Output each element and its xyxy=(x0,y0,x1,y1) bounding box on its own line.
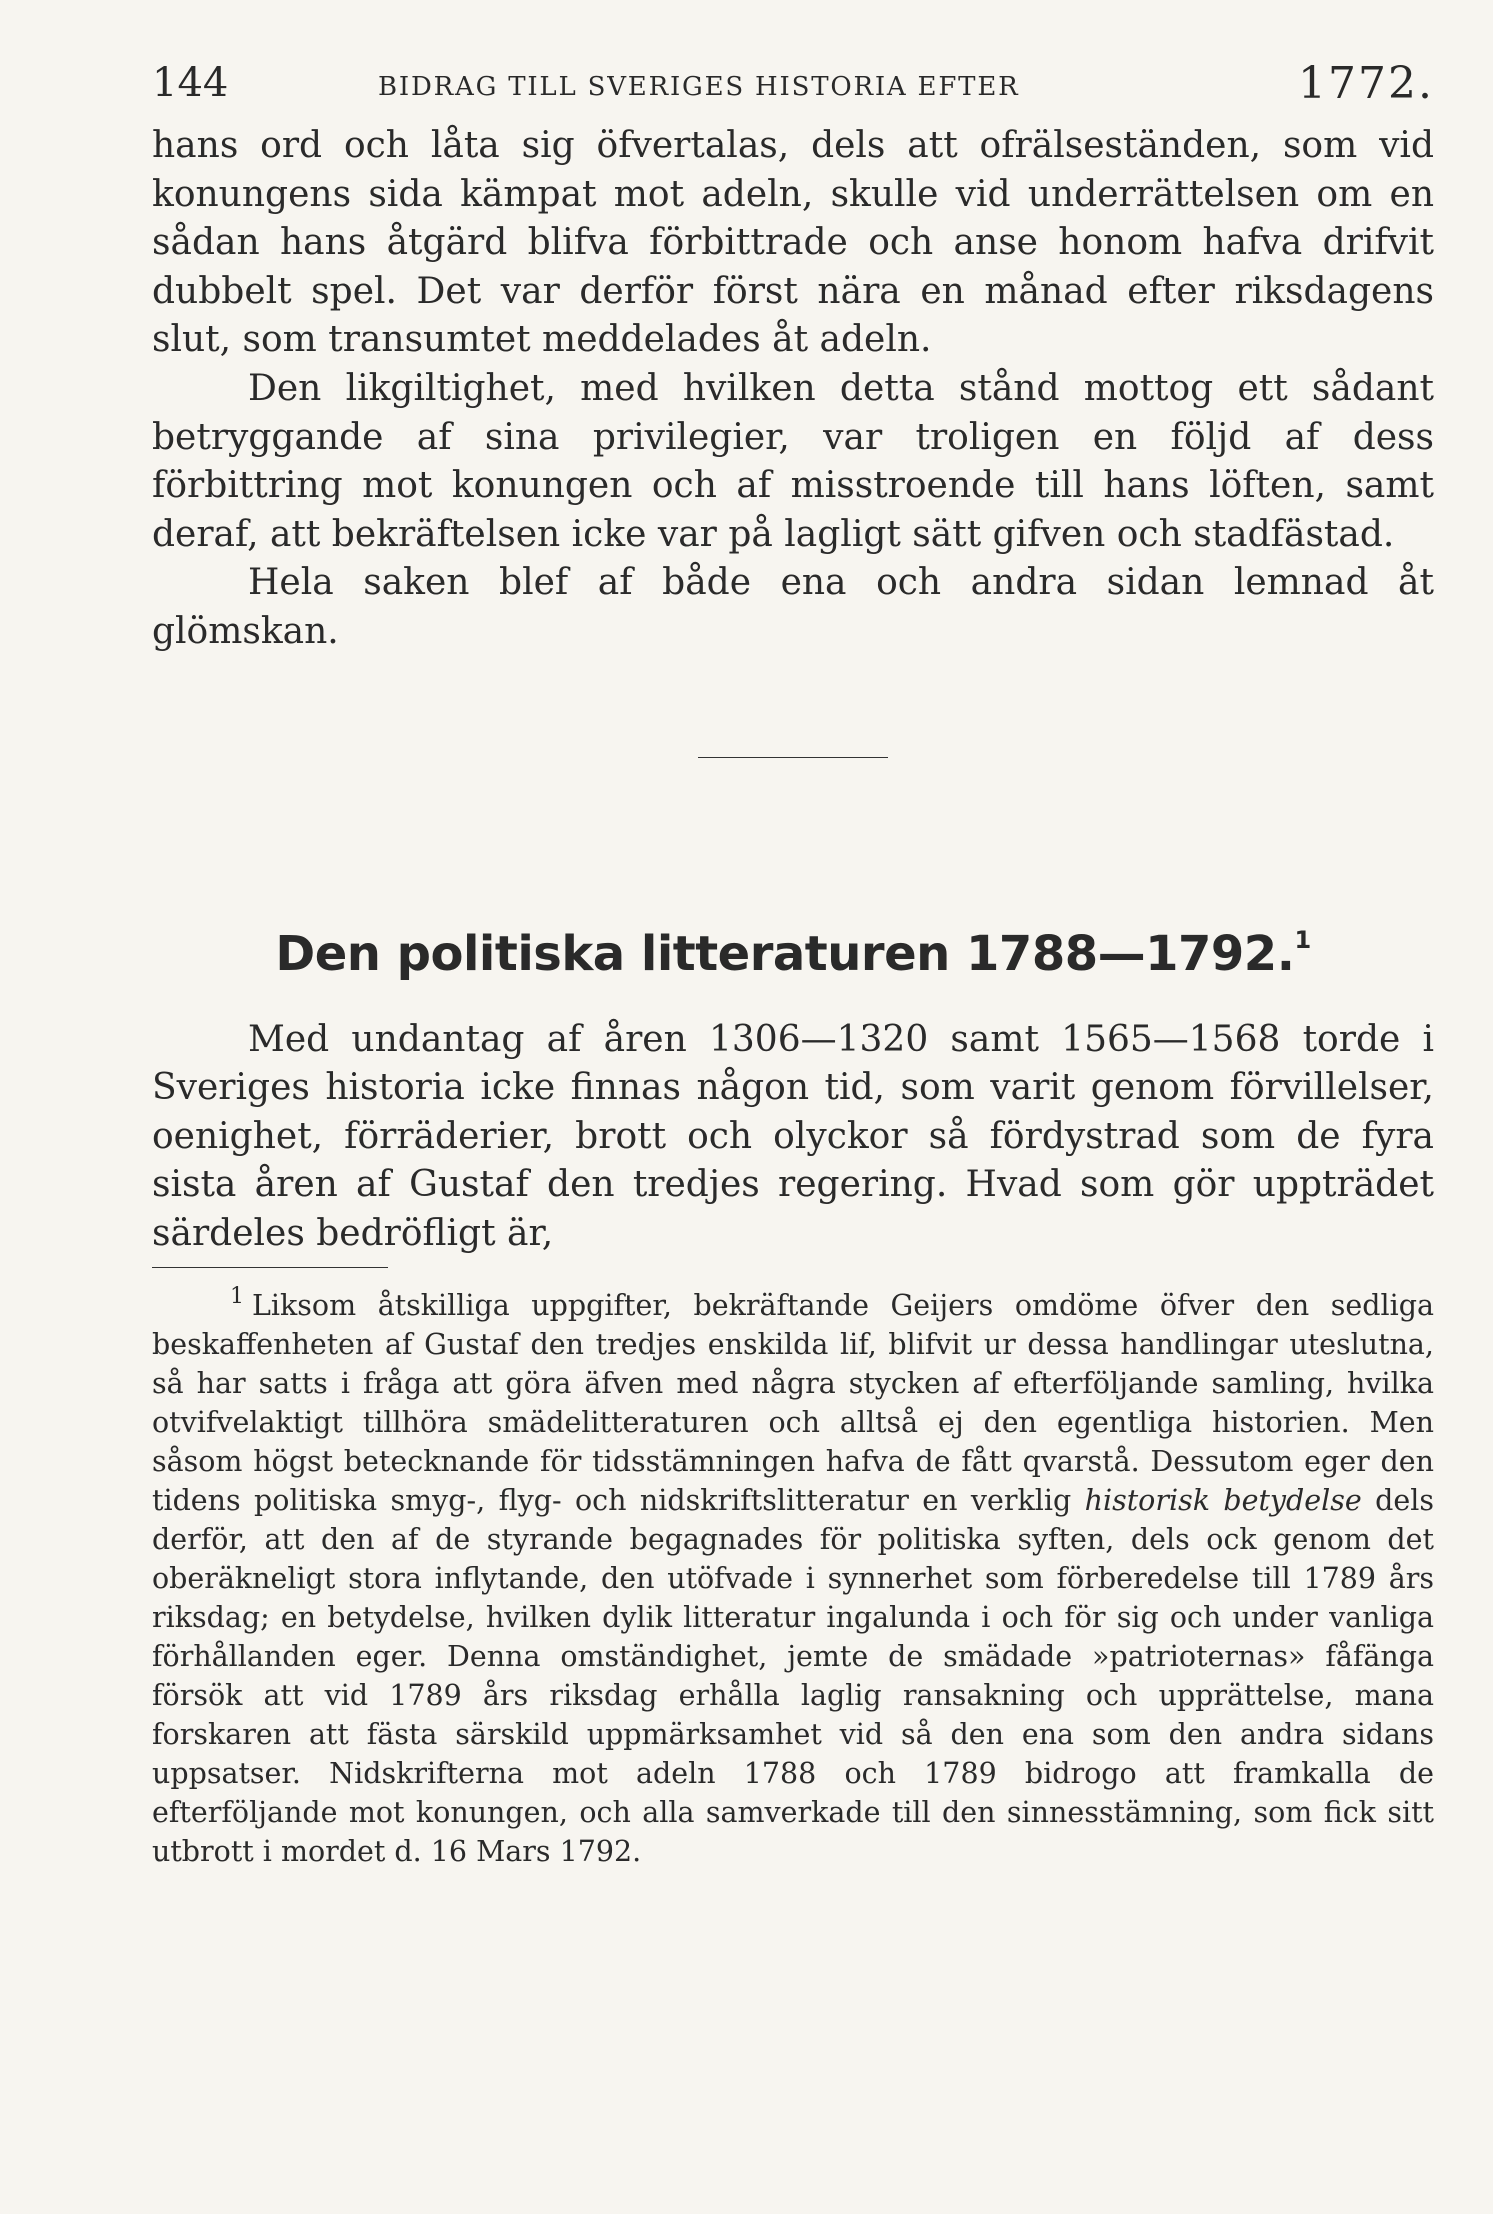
footnote-text-before: Liksom åtskilliga uppgifter, bekräftande Geijers omdöme öfver den sedliga beskaffenheten af Gustaf den tredjes enskilda lif, blifvit ur dessa handlingar uteslutna, så har satts i fråga att göra äfven med några stycken af efterföljande samling, hvilka otvifvelaktigt tillhöra smädelitteraturen och alltså ej den egentliga historien. Men såsom högst betecknande för tidsstämningen hafva de fått qvarstå. Dessutom eger den tidens politiska smyg-, flyg- och nidskriftslitteratur en verklig xyxy=(152,1288,1434,1517)
footnote-text-after: dels derför, att den af de styrande begagnades för politiska syften, dels ock genom det oberäkneligt stora inflytande, den utöfvade i synnerhet som förberedelse till 1789 års riksdag; en betydelse, hvilken dylik litteratur ingalunda i och för sig och under vanliga förhållanden eger. Denna omständighet, jemte de smädade »patrioternas» fåfänga försök att vid 1789 års riksdag erhålla laglig ransakning och upprättelse, mana forskaren att fästa särskild uppmärksamhet vid så den ena som den andra sidans uppsatser. Nidskrifterna mot adeln 1788 och 1789 bidrogo att framkalla de efterföljande mot konungen, och alla samverkade till den sinnesstämning, som fick sitt utbrott i mordet d. 16 Mars 1792. xyxy=(152,1483,1435,1868)
section-title-text: Den politiska litteraturen 1788—1792. xyxy=(275,925,1295,982)
footnote-reference: 1 xyxy=(1294,925,1311,954)
footnote-emphasis: historisk betydelse xyxy=(1084,1483,1362,1517)
paragraph: Den likgiltighet, med hvilken detta stånd mottog ett sådant betryggande af sina privilegier, var troligen en följd af dess förbittring mot konungen och af misstroende till hans löften, samt deraf, att bekräftelsen icke var på lagligt sätt gifven och stadfästad. xyxy=(152,367,1434,555)
section-paragraph: Med undantag af åren 1306—1320 samt 1565—1568 torde i Sveriges historia icke finnas någon tid, som varit genom förvillelser, oenighet, förräderier, brott och olyckor så fördystrad som de fyra sista åren af Gustaf den tredjes regering. Hvad som gör uppträdet särdeles bedröfligt är, xyxy=(152,1018,1434,1254)
paragraph-continued: hans ord och låta sig öfvertalas, dels att ofrälseständen, som vid konungens sida kämpat mot adeln, skulle vid underrättelsen om en sådan hans åtgärd blifva förbittrade och anse honom hafva drifvit dubbelt spel. Det var derför först nära en månad efter riksdagens slut, som transumtet meddelades åt adeln. xyxy=(152,125,1434,361)
page-content xyxy=(152,58,1434,1871)
page-number: 144 xyxy=(152,60,229,106)
paragraph: Hela saken blef af både ena och andra sidan lemnad åt glömskan. xyxy=(152,562,1434,652)
section-divider xyxy=(698,757,888,758)
main-text xyxy=(152,122,1434,657)
running-year: 1772. xyxy=(1298,58,1434,109)
section-title xyxy=(152,926,1434,982)
footnote xyxy=(152,1283,1435,1871)
section-text xyxy=(152,1016,1434,1259)
running-title: BIDRAG TILL SVERIGES HISTORIA EFTER xyxy=(378,72,1020,102)
running-header xyxy=(152,58,1434,122)
footnote-divider xyxy=(152,1267,388,1268)
footnote-number: 1 xyxy=(230,1283,244,1309)
